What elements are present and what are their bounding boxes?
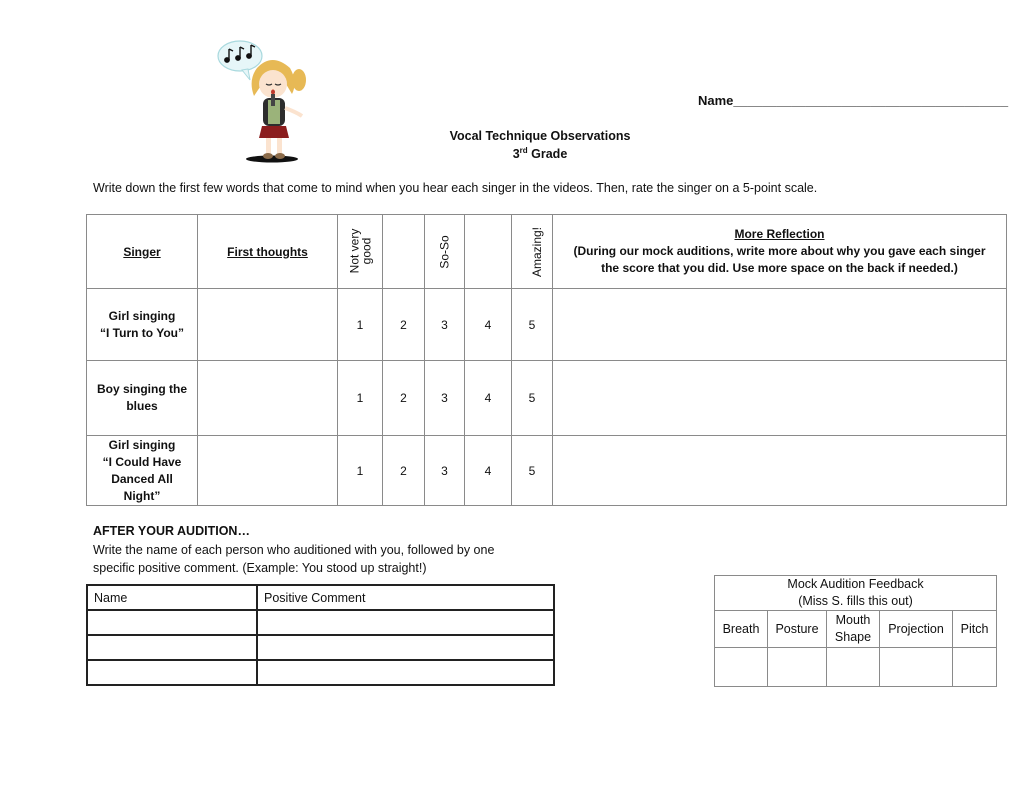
table-row bbox=[87, 660, 554, 685]
rating-1[interactable]: 1 bbox=[338, 361, 383, 436]
header-first-thoughts: First thoughts bbox=[198, 215, 338, 289]
breath-score-cell[interactable] bbox=[715, 648, 768, 687]
projection-score-cell[interactable] bbox=[880, 648, 953, 687]
rating-3[interactable]: 3 bbox=[425, 289, 465, 361]
scale-label-so-so: So-So bbox=[437, 234, 452, 269]
table-row bbox=[87, 635, 554, 660]
rating-4[interactable]: 4 bbox=[465, 289, 512, 361]
header-not-very-good bbox=[338, 215, 383, 289]
mock-audition-feedback-table bbox=[714, 575, 997, 687]
rating-5[interactable]: 5 bbox=[512, 289, 553, 361]
reflection-instructions-1: (During our mock auditions, write more about why you gave each singer bbox=[573, 244, 986, 258]
first-thoughts-cell[interactable] bbox=[198, 289, 338, 361]
header-mouth-shape: Mouth Shape bbox=[827, 611, 880, 648]
student-name-field[interactable]: Name______________________________________ bbox=[698, 93, 1009, 108]
comment-cell[interactable] bbox=[257, 635, 554, 660]
posture-score-cell[interactable] bbox=[768, 648, 827, 687]
reflection-cell[interactable] bbox=[553, 436, 1007, 506]
name-cell[interactable] bbox=[87, 660, 257, 685]
mouth-shape-score-cell[interactable] bbox=[827, 648, 880, 687]
rating-3[interactable]: 3 bbox=[425, 361, 465, 436]
singer-cell: Boy singing the blues bbox=[87, 361, 198, 436]
header-so-so bbox=[425, 215, 465, 289]
header-blank-2 bbox=[383, 215, 425, 289]
header-amazing bbox=[512, 215, 553, 289]
first-thoughts-cell[interactable] bbox=[198, 436, 338, 506]
grade-suffix: rd bbox=[519, 146, 528, 155]
rating-3[interactable]: 3 bbox=[425, 436, 465, 506]
header-posture: Posture bbox=[768, 611, 827, 648]
worksheet-title: Vocal Technique Observations bbox=[449, 129, 631, 143]
scale-label-good: good bbox=[359, 237, 374, 265]
feedback-title-row bbox=[715, 576, 997, 611]
feedback-header-row bbox=[715, 611, 997, 648]
instructions-text: Write down the first few words that come to mind when you hear each singer in the videos. Then, rate the singer on a 5-point scale. bbox=[93, 181, 818, 195]
header-blank-4 bbox=[465, 215, 512, 289]
name-cell[interactable] bbox=[87, 635, 257, 660]
singer-cell: Girl singing “I Could Have Danced All Night” bbox=[87, 436, 198, 506]
header-pitch: Pitch bbox=[953, 611, 997, 648]
rating-5[interactable]: 5 bbox=[512, 361, 553, 436]
grade-level bbox=[0, 146, 1023, 161]
observation-table bbox=[86, 214, 1007, 506]
comment-cell[interactable] bbox=[257, 610, 554, 635]
rating-5[interactable]: 5 bbox=[512, 436, 553, 506]
reflection-cell[interactable] bbox=[553, 289, 1007, 361]
comment-cell[interactable] bbox=[257, 660, 554, 685]
scale-label-amazing: Amazing! bbox=[530, 226, 545, 277]
rating-1[interactable]: 1 bbox=[338, 289, 383, 361]
header-breath: Breath bbox=[715, 611, 768, 648]
reflection-title: More Reflection bbox=[734, 227, 825, 241]
rating-2[interactable]: 2 bbox=[383, 436, 425, 506]
first-thoughts-cell[interactable] bbox=[198, 361, 338, 436]
header-name: Name bbox=[87, 585, 257, 610]
header-projection: Projection bbox=[880, 611, 953, 648]
table-row bbox=[87, 361, 1007, 436]
pitch-score-cell[interactable] bbox=[953, 648, 997, 687]
grade-word: Grade bbox=[531, 147, 568, 162]
scale-label-not-very: Not very bbox=[347, 228, 362, 274]
table-row bbox=[715, 648, 997, 687]
after-audition-heading: AFTER YOUR AUDITION… bbox=[93, 524, 250, 538]
grade-number: 3 bbox=[512, 147, 520, 162]
rating-4[interactable]: 4 bbox=[465, 361, 512, 436]
header-singer: Singer bbox=[87, 215, 198, 289]
table-row bbox=[87, 436, 1007, 506]
rating-2[interactable]: 2 bbox=[383, 361, 425, 436]
singer-cell: Girl singing “I Turn to You” bbox=[87, 289, 198, 361]
rating-4[interactable]: 4 bbox=[465, 436, 512, 506]
reflection-cell[interactable] bbox=[553, 361, 1007, 436]
reflection-instructions-2: the score that you did. Use more space on the back if needed.) bbox=[601, 261, 958, 275]
rating-1[interactable]: 1 bbox=[338, 436, 383, 506]
audition-comments-table bbox=[86, 584, 555, 686]
header-positive-comment: Positive Comment bbox=[257, 585, 554, 610]
table-row bbox=[87, 289, 1007, 361]
table-header-row bbox=[87, 215, 1007, 289]
header-more-reflection bbox=[553, 215, 1007, 289]
table-row bbox=[87, 610, 554, 635]
name-cell[interactable] bbox=[87, 610, 257, 635]
after-audition-instructions: Write the name of each person who auditioned with you, followed by one specific positive comment. (Example: You stood up straight!) bbox=[93, 543, 495, 575]
table-header-row bbox=[87, 585, 554, 610]
rating-2[interactable]: 2 bbox=[383, 289, 425, 361]
feedback-title: Mock Audition Feedback (Miss S. fills this out) bbox=[715, 576, 997, 611]
